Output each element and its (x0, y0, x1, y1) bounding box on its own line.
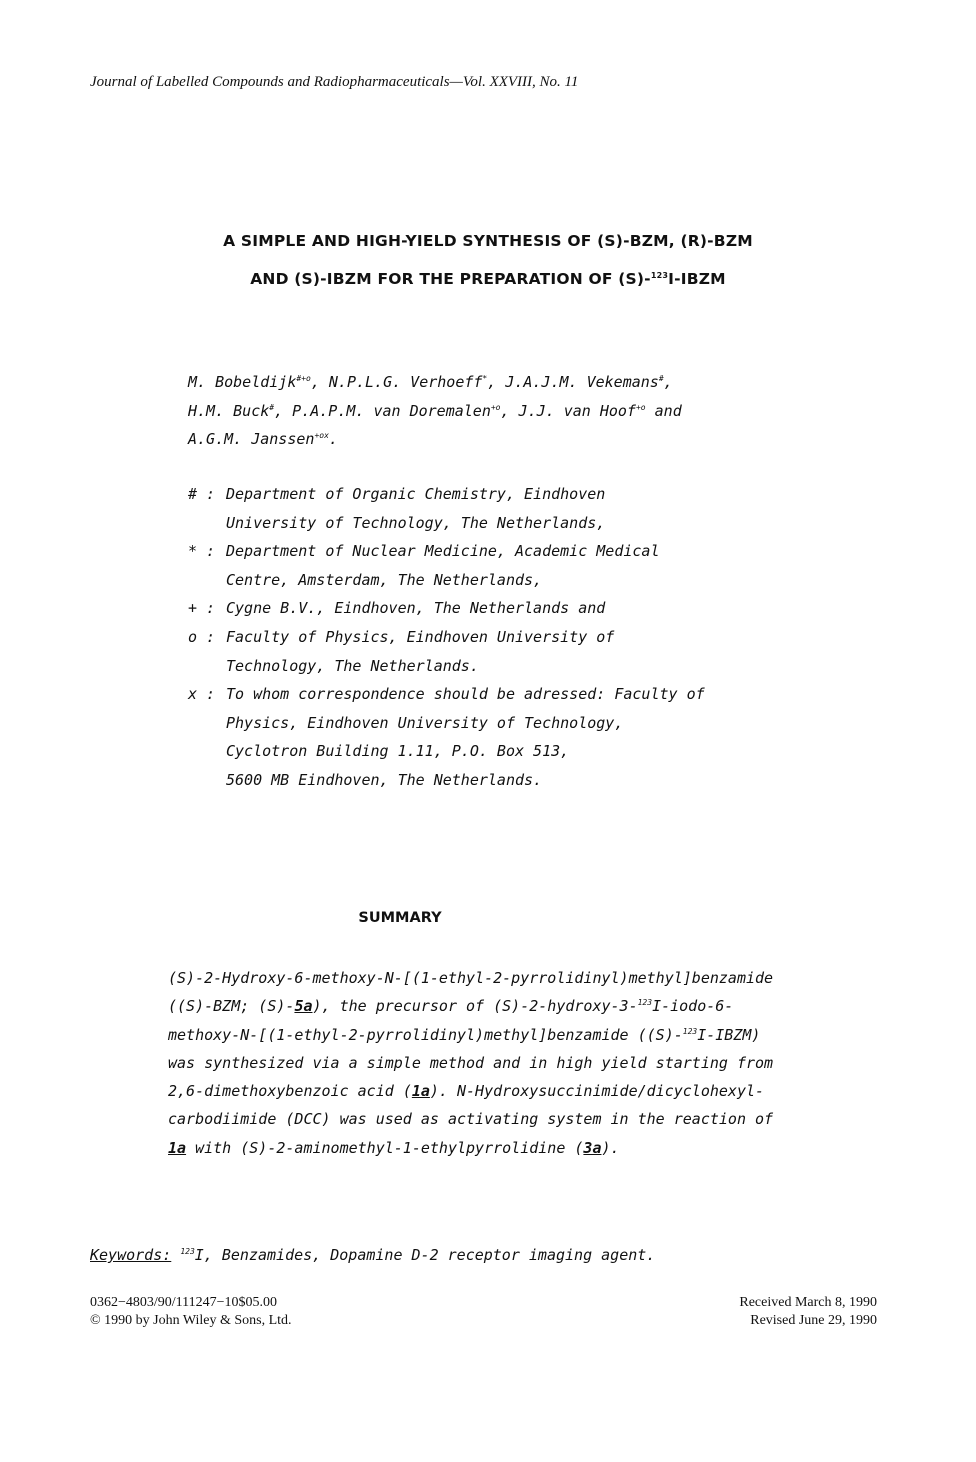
affiliation-item (188, 594, 705, 623)
affiliation-line: Faculty of Physics, Eindhoven University of (226, 627, 615, 646)
affiliation-line: Cygne B.V., Eindhoven, The Netherlands and (226, 599, 606, 618)
text-run: I-iodo-6- (652, 997, 734, 1016)
keywords (90, 1246, 655, 1264)
affiliation-text (226, 623, 614, 680)
affiliation-line: Department of Organic Chemistry, Eindhoven (226, 485, 606, 503)
text-run: H.M. Buck (188, 401, 270, 420)
paper-title-line-2 (0, 270, 976, 288)
affiliation-line: Department of Nuclear Medicine, Academic Medical (226, 542, 660, 561)
text-run: ((S)-BZM; (S)- (168, 997, 295, 1016)
isotope-superscript: 123 (180, 1247, 195, 1256)
affiliation-line: University of Technology, The Netherlands, (226, 513, 606, 532)
superscript: # (269, 402, 275, 412)
affiliation-symbol: # : (188, 485, 216, 503)
affiliation-text (226, 594, 605, 623)
affiliation-text (226, 537, 659, 594)
text-run: , J.J. van Hoof (500, 401, 636, 420)
author-line (188, 425, 682, 454)
affiliation-item (188, 680, 705, 794)
keywords-text: I, Benzamides, Dopamine D-2 receptor imaging agent. (194, 1246, 656, 1264)
footer-left (90, 1294, 292, 1330)
journal-header: Journal of Labelled Compounds and Radiopharmaceuticals—Vol. XXVIII, No. 11 (90, 74, 579, 90)
received-date: Received March 8, 1990 (739, 1295, 877, 1310)
affiliation-symbol: * : (188, 542, 216, 561)
compound-ref: 1a (411, 1082, 430, 1101)
text-run: M. Bobeldijk (188, 373, 297, 391)
affiliation-line: Technology, The Netherlands. (226, 656, 479, 675)
text-run: A.G.M. Janssen (188, 430, 315, 448)
affiliation-line: Physics, Eindhoven University of Technology, (226, 713, 624, 732)
text-run: and (645, 401, 682, 420)
summary-line (168, 992, 773, 1020)
compound-ref: 5a (294, 997, 313, 1016)
superscript: +o (635, 402, 646, 412)
summary-line (168, 1105, 773, 1133)
affiliation-list (188, 480, 705, 795)
text-run: . (328, 430, 338, 448)
text-run: methoxy-N-[(1-ethyl-2-pyrrolidinyl)methyl]benzamide ((S)- (168, 1025, 683, 1044)
affiliation-text (226, 680, 705, 794)
affiliation-item (188, 480, 705, 537)
keywords-label: Keywords: (90, 1246, 172, 1264)
text-run: with (S)-2-aminomethyl-1-ethylpyrrolidine ( (186, 1138, 584, 1157)
superscript: +o (490, 402, 501, 412)
text-run: , (663, 373, 673, 391)
article-code: 0362−4803/90/111247−10$05.00 (90, 1295, 278, 1310)
superscript: 123 (682, 1026, 698, 1036)
summary-line (168, 1134, 773, 1162)
summary-line (168, 964, 773, 992)
affiliation-symbol: + : (188, 599, 216, 618)
text-run: ), the precursor of (S)-2-hydroxy-3- (312, 997, 638, 1016)
author-line (188, 397, 682, 426)
author-line (188, 368, 682, 397)
affiliation-symbol: x : (188, 685, 216, 704)
affiliation-text (226, 480, 605, 537)
text-run: 2,6-dimethoxybenzoic acid ( (168, 1082, 412, 1101)
paper-title-line-1: A SIMPLE AND HIGH-YIELD SYNTHESIS OF (S)-BZM, (R)-BZM (223, 232, 753, 250)
text-run: ). (601, 1138, 620, 1157)
footer-right (739, 1294, 877, 1330)
superscript: 123 (637, 998, 653, 1008)
superscript: * (482, 374, 488, 383)
affiliation-symbol: o : (188, 627, 216, 646)
revised-date: Revised June 29, 1990 (750, 1313, 877, 1328)
compound-ref: 3a (583, 1138, 602, 1157)
copyright-line: © 1990 by John Wiley & Sons, Ltd. (90, 1313, 292, 1328)
affiliation-line: 5600 MB Eindhoven, The Netherlands. (226, 770, 543, 789)
text-run: (S)-2-Hydroxy-6-methoxy-N-[(1-ethyl-2-pyrrolidinyl)methyl]benzamide (168, 969, 774, 987)
superscript: # (658, 374, 664, 383)
summary-line (168, 1077, 773, 1105)
affiliation-line: Centre, Amsterdam, The Netherlands, (226, 570, 543, 589)
text-run: ). N-Hydroxysuccinimide/dicyclohexyl- (429, 1082, 765, 1101)
author-list (188, 368, 682, 454)
text-run: , N.P.L.G. Verhoeff (310, 373, 483, 391)
summary-line (168, 1021, 773, 1049)
title-text: AND (S)-IBZM FOR THE PREPARATION OF (S)- (250, 270, 651, 288)
text-run: carbodiimide (DCC) was used as activating system in the reaction of (168, 1110, 774, 1129)
text-run: , P.A.P.M. van Doremalen (274, 401, 491, 420)
superscript: +ox (314, 431, 329, 440)
affiliation-item (188, 623, 705, 680)
summary-line (168, 1049, 773, 1077)
summary-text (168, 964, 773, 1162)
compound-ref: 1a (168, 1138, 187, 1157)
affiliation-line: Cyclotron Building 1.11, P.O. Box 513, (226, 742, 570, 761)
affiliation-line: To whom correspondence should be adressed: Faculty of (226, 685, 705, 704)
superscript: #+o (296, 374, 311, 383)
summary-heading: SUMMARY (358, 910, 442, 926)
text-run: was synthesized via a simple method and in high yield starting from (168, 1053, 774, 1072)
isotope-superscript: 123 (650, 270, 669, 280)
text-run: , J.A.J.M. Vekemans (487, 373, 659, 391)
affiliation-item (188, 537, 705, 594)
title-text: I-IBZM (668, 270, 726, 288)
text-run: I-IBZM) (697, 1025, 761, 1044)
